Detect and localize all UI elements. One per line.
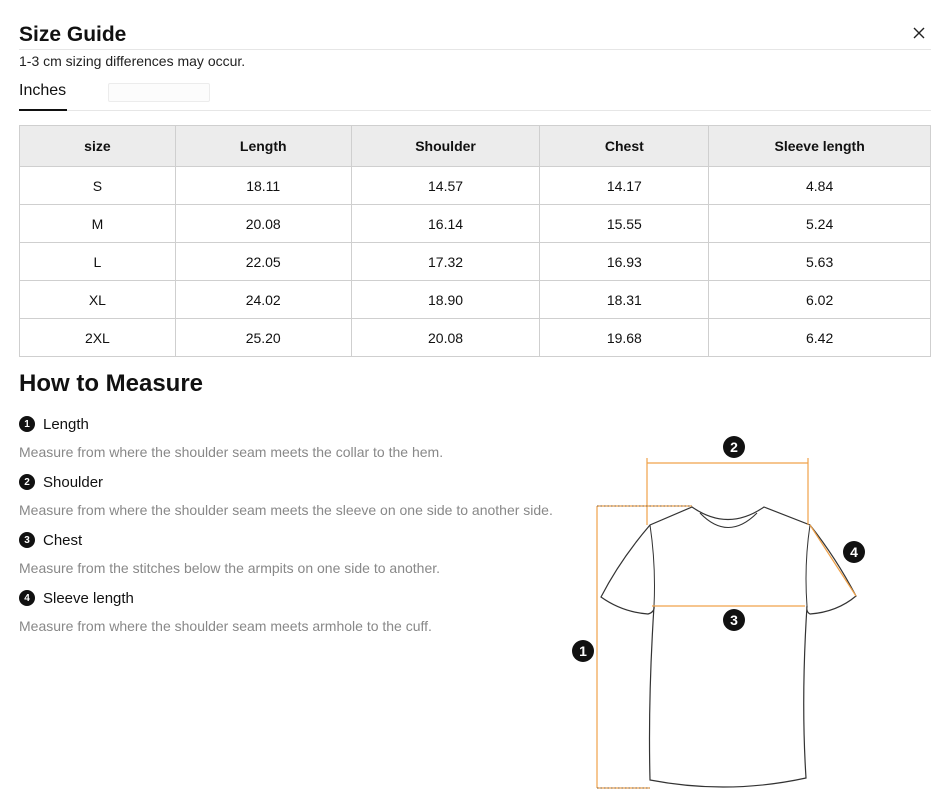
- measure-step-sleeve: [19, 588, 579, 646]
- table-cell: 20.08: [175, 205, 351, 243]
- step-number-badge: 4: [19, 590, 35, 606]
- table-cell: 25.20: [175, 319, 351, 357]
- table-cell: 22.05: [175, 243, 351, 281]
- step-label: Sleeve length: [43, 589, 134, 607]
- step-description: Measure from where the shoulder seam meets the sleeve on one side to another side.: [19, 502, 553, 518]
- step-description: Measure from where the shoulder seam meets armhole to the cuff.: [19, 618, 432, 634]
- table-cell: 19.68: [540, 319, 709, 357]
- table-cell: 18.31: [540, 281, 709, 319]
- step-label: Shoulder: [43, 473, 104, 491]
- how-to-measure-title: How to Measure: [19, 370, 204, 397]
- table-header-row: [20, 126, 931, 167]
- step-label: Length: [43, 415, 89, 433]
- column-header: Shoulder: [351, 126, 540, 167]
- diagram-marker-1: [572, 640, 594, 662]
- table-row: [20, 319, 931, 357]
- table-cell: L: [20, 243, 176, 281]
- step-description: Measure from the stitches below the armpits on one side to another.: [19, 560, 441, 576]
- length-measure-line: [597, 506, 692, 788]
- close-icon[interactable]: [911, 25, 927, 41]
- tab-inches[interactable]: Inches: [19, 80, 67, 111]
- table-cell: 18.11: [175, 167, 351, 205]
- diagram-marker-2: [723, 436, 745, 458]
- table-cell: 14.17: [540, 167, 709, 205]
- measure-step-length: [19, 414, 579, 472]
- measure-steps: [19, 414, 579, 646]
- table-cell: 5.24: [709, 205, 931, 243]
- table-row: [20, 243, 931, 281]
- tshirt-outline-icon: [601, 507, 856, 787]
- step-number-badge: 2: [19, 474, 35, 490]
- measure-step-shoulder: [19, 472, 579, 530]
- table-row: [20, 205, 931, 243]
- table-cell: 16.14: [351, 205, 540, 243]
- table-cell: XL: [20, 281, 176, 319]
- modal-header: [19, 22, 931, 50]
- table-cell: 6.02: [709, 281, 931, 319]
- marker-label: 1: [579, 643, 587, 659]
- step-description: Measure from where the shoulder seam meets the collar to the hem.: [19, 444, 444, 460]
- table-cell: 6.42: [709, 319, 931, 357]
- table-row: [20, 281, 931, 319]
- column-header: size: [20, 126, 176, 167]
- marker-label: 2: [730, 439, 738, 455]
- table-cell: 4.84: [709, 167, 931, 205]
- table-cell: M: [20, 205, 176, 243]
- table-cell: 18.90: [351, 281, 540, 319]
- marker-label: 3: [730, 612, 738, 628]
- column-header: Sleeve length: [709, 126, 931, 167]
- table-cell: 14.57: [351, 167, 540, 205]
- table-cell: 17.32: [351, 243, 540, 281]
- measure-step-chest: [19, 530, 579, 588]
- column-header: Chest: [540, 126, 709, 167]
- sizing-note: 1-3 cm sizing differences may occur.: [19, 53, 246, 69]
- tshirt-diagram: [566, 430, 876, 795]
- marker-label: 4: [850, 544, 858, 560]
- table-row: [20, 167, 931, 205]
- table-cell: 5.63: [709, 243, 931, 281]
- table-cell: 2XL: [20, 319, 176, 357]
- table-cell: 15.55: [540, 205, 709, 243]
- unit-tabs: [19, 80, 931, 111]
- size-table: [19, 125, 931, 357]
- table-cell: 16.93: [540, 243, 709, 281]
- tshirt-seam-icon: [650, 525, 810, 606]
- step-number-badge: 3: [19, 532, 35, 548]
- column-header: Length: [175, 126, 351, 167]
- step-number-badge: 1: [19, 416, 35, 432]
- length-guide-dots: [597, 506, 692, 788]
- table-cell: S: [20, 167, 176, 205]
- modal-title: Size Guide: [19, 23, 127, 46]
- step-label: Chest: [43, 531, 83, 549]
- diagram-marker-4: [843, 541, 865, 563]
- tab-placeholder[interactable]: [108, 83, 210, 102]
- table-cell: 20.08: [351, 319, 540, 357]
- table-cell: 24.02: [175, 281, 351, 319]
- diagram-marker-3: [723, 609, 745, 631]
